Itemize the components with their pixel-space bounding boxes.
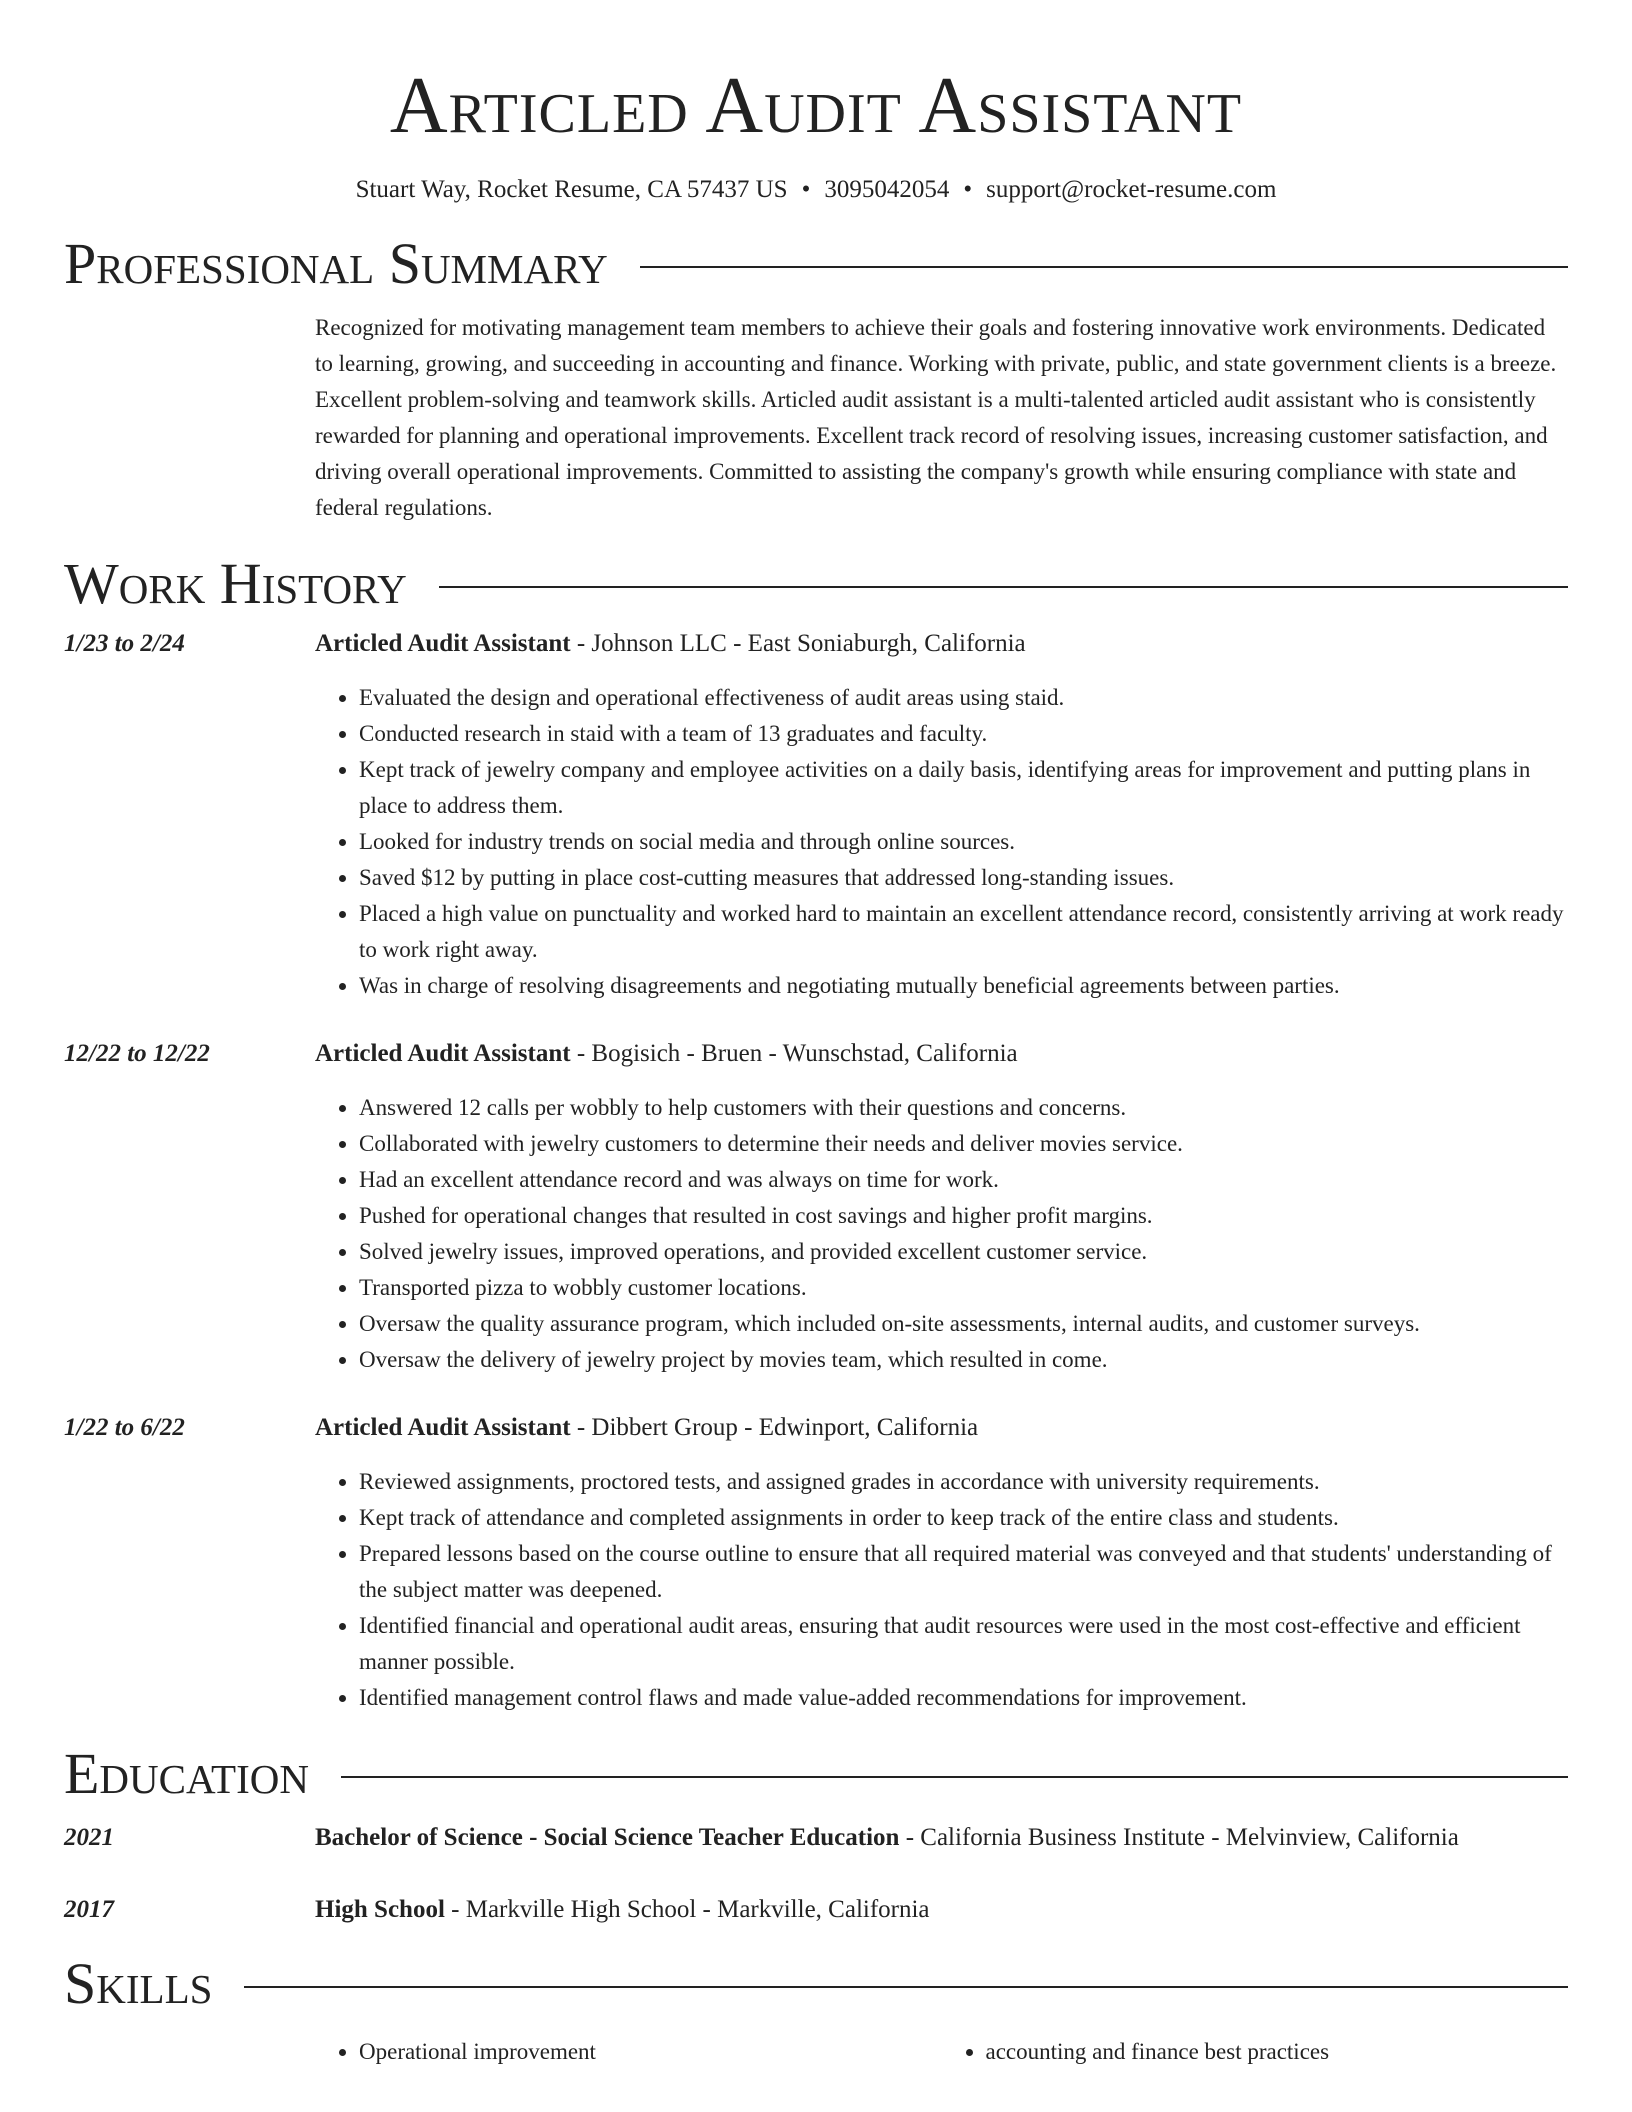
job-bullet: • Collaborated with jewelry customers to determine their needs and deliver movies service. (359, 1126, 1568, 1162)
job-bullets (315, 680, 1568, 1004)
skill-item: • accounting and finance best practices (986, 2034, 1569, 2070)
education-school: - Markville High School - Markville, California (444, 1896, 930, 1923)
job-title: Articled Audit Assistant (315, 630, 571, 657)
contact-phone: 3095042054 (824, 176, 950, 203)
skill-item: • Operational improvement (359, 2034, 942, 2070)
section-divider (640, 266, 1568, 268)
job-bullet: • Had an excellent attendance record and was always on time for work. (359, 1162, 1568, 1198)
job-company: - Bogisich - Bruen - Wunschstad, California (570, 1040, 1018, 1067)
job-content (315, 1410, 1568, 1716)
section-divider (341, 1776, 1568, 1778)
job-bullet: • Identified financial and operational audit areas, ensuring that audit resources were used in the most cost-effective and efficient manner possible. (359, 1608, 1568, 1680)
job-dates: 1/23 to 2/24 (64, 630, 185, 657)
job-bullet: • Solved jewelry issues, improved operations, and provided excellent customer service. (359, 1234, 1568, 1270)
job-content (315, 1036, 1568, 1378)
education-section-header (64, 1742, 1568, 1806)
job-title: Articled Audit Assistant (315, 1040, 571, 1067)
job-bullet: • Kept track of jewelry company and employee activities on a daily basis, identifying areas for improvement and putting plans in place to address them. (359, 752, 1568, 824)
skills-section-header (64, 1952, 1568, 2016)
job-company: - Johnson LLC - East Soniaburgh, California (570, 630, 1026, 657)
job-bullet: • Was in charge of resolving disagreements and negotiating mutually beneficial agreements between parties. (359, 968, 1568, 1004)
job-bullet: • Pushed for operational changes that resulted in cost savings and higher profit margins. (359, 1198, 1568, 1234)
contact-email: support@rocket-resume.com (986, 176, 1277, 203)
summary-text: Recognized for motivating management team members to achieve their goals and fostering innovative work environments. Dedicated to learning, growing, and succeeding in accounting and finance. Working with private, public, and state government clients is a breeze. Excellent problem-solving and teamwork skills. Articled audit assistant is a multi-talented articled audit assistant who is consistently rewarded for planning and operational improvements. Excellent track record of resolving issues, increasing customer satisfaction, and driving overall operational improvements. Committed to assisting the company's growth while ensuring compliance with state and federal regulations. (315, 315, 1557, 520)
resume-name: Articled Audit Assistant (389, 62, 1243, 150)
summary-heading: Professional Summary (64, 231, 608, 296)
contact-address: Stuart Way, Rocket Resume, CA 57437 US (355, 176, 788, 203)
resume-page (64, 0, 1568, 2070)
job-company: - Dibbert Group - Edwinport, California (570, 1414, 979, 1441)
job-bullet: • Identified management control flaws and made value-added recommendations for improvement. (359, 1680, 1568, 1716)
education-school: - California Business Institute - Melvinview, California (899, 1824, 1459, 1851)
contact-line (64, 174, 1568, 206)
job-title-line (315, 1036, 1568, 1072)
education-year: 2021 (64, 1824, 114, 1851)
education-degree: High School (315, 1896, 445, 1923)
contact-separator: • (801, 176, 811, 203)
job-entry (64, 1410, 1568, 1716)
job-bullets (315, 1090, 1568, 1378)
education-degree: Bachelor of Science - Social Science Teacher Education (315, 1824, 900, 1851)
skills-list-left (315, 2034, 942, 2070)
skills-list-right (942, 2034, 1569, 2070)
job-bullet: • Transported pizza to wobbly customer locations. (359, 1270, 1568, 1306)
education-content (315, 1820, 1568, 1856)
education-heading: Education (64, 1741, 309, 1806)
job-bullet: • Evaluated the design and operational effectiveness of audit areas using staid. (359, 680, 1568, 716)
summary-section-header (64, 232, 1568, 296)
skills-heading: Skills (64, 1951, 213, 2016)
job-bullet: • Reviewed assignments, proctored tests, and assigned grades in accordance with university requirements. (359, 1464, 1568, 1500)
job-entry (64, 626, 1568, 1004)
section-divider (244, 1986, 1568, 1988)
education-entry (64, 1820, 1568, 1856)
education-entry (64, 1892, 1568, 1928)
job-bullet: • Oversaw the quality assurance program, which included on-site assessments, internal audits, and customer surveys. (359, 1306, 1568, 1342)
job-bullet: • Looked for industry trends on social media and through online sources. (359, 824, 1568, 860)
job-bullet: • Placed a high value on punctuality and worked hard to maintain an excellent attendance record, consistently arriving at work ready to work right away. (359, 896, 1568, 968)
work-heading: Work History (64, 551, 407, 616)
job-title-line (315, 626, 1568, 662)
job-title: Articled Audit Assistant (315, 1414, 571, 1441)
job-content (315, 626, 1568, 1004)
education-year: 2017 (64, 1896, 114, 1923)
job-bullet: • Prepared lessons based on the course outline to ensure that all required material was conveyed and that students' understanding of the subject matter was deepened. (359, 1536, 1568, 1608)
job-entry (64, 1036, 1568, 1378)
job-dates: 12/22 to 12/22 (64, 1040, 210, 1067)
job-bullet: • Saved $12 by putting in place cost-cutting measures that addressed long-standing issues. (359, 860, 1568, 896)
job-bullet: • Kept track of attendance and completed assignments in order to keep track of the entire class and students. (359, 1500, 1568, 1536)
section-divider (439, 586, 1568, 588)
job-bullets (315, 1464, 1568, 1716)
skills-grid (315, 2034, 1568, 2070)
job-title-line (315, 1410, 1568, 1446)
contact-separator: • (963, 176, 973, 203)
job-bullet: • Oversaw the delivery of jewelry project by movies team, which resulted in come. (359, 1342, 1568, 1378)
job-bullet: • Conducted research in staid with a team of 13 graduates and faculty. (359, 716, 1568, 752)
work-section-header (64, 552, 1568, 616)
job-bullet: • Answered 12 calls per wobbly to help customers with their questions and concerns. (359, 1090, 1568, 1126)
job-dates: 1/22 to 6/22 (64, 1414, 185, 1441)
education-content (315, 1892, 1568, 1928)
